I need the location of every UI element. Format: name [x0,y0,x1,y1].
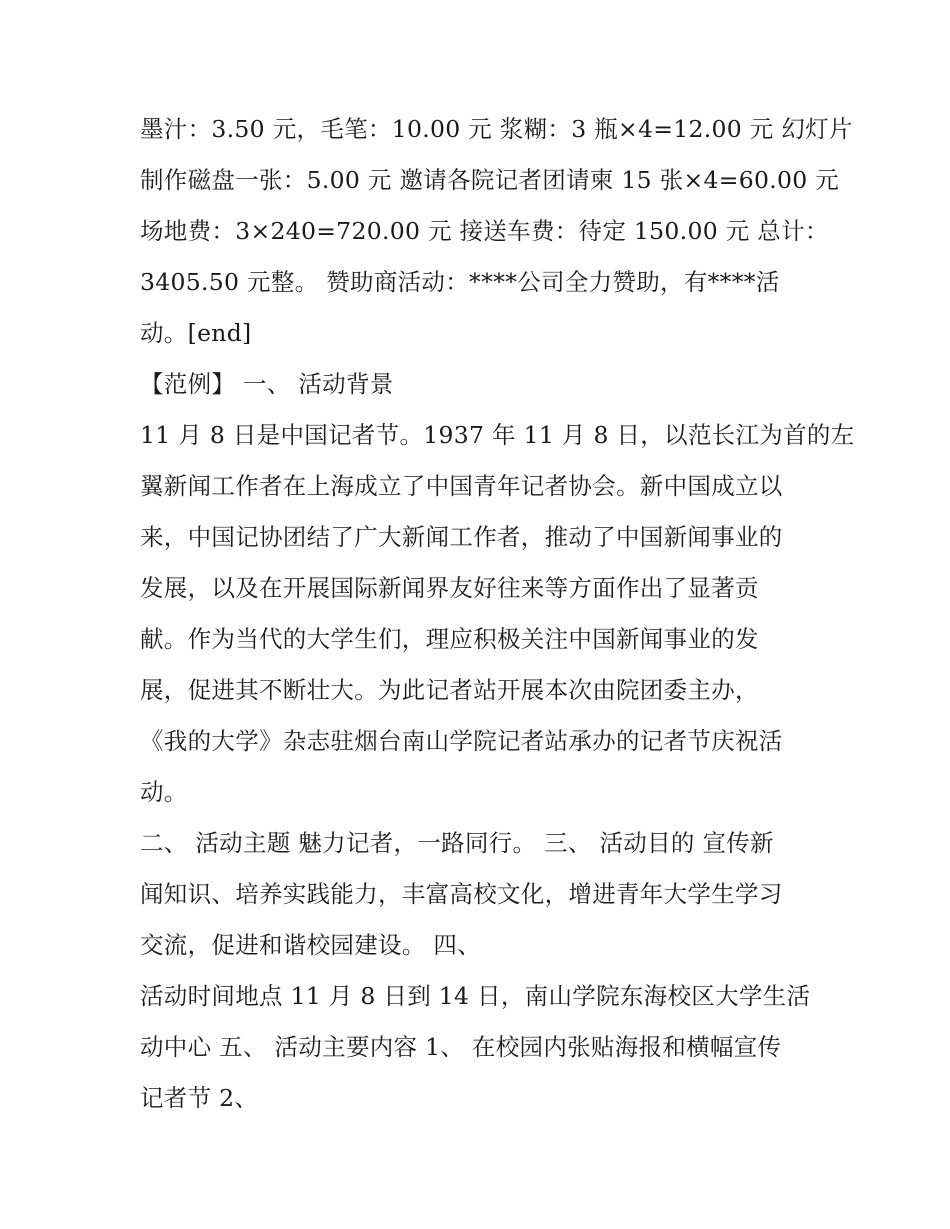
text-line: 制作磁盘一张：5.00 元 邀请各院记者团请柬 15 张×4=60.00 元 [140,166,840,194]
text-line: 动中心 五、 活动主要内容 1、 在校园内张贴海报和横幅宣传 [140,1033,782,1061]
text-line: 来，中国记协团结了广大新闻工作者，推动了中国新闻事业的 [140,523,783,551]
text-line: 展，促进其不断壮大。为此记者站开展本次由院团委主办， [140,676,759,704]
text-line: 3405.50 元整。 赞助商活动：****公司全力赞助，有****活 [140,268,780,296]
text-line: 献。作为当代的大学生们，理应积极关注中国新闻事业的发 [140,625,759,653]
text-line: 动。[end] [140,319,252,347]
text-line: 《我的大学》杂志驻烟台南山学院记者站承办的记者节庆祝活 [140,727,783,755]
text-line: 二、 活动主题 魅力记者，一路同行。 三、 活动目的 宣传新 [140,829,774,857]
section-heading: 【范例】 一、 活动背景 [140,370,394,398]
text-line: 闻知识、培养实践能力，丰富高校文化，增进青年大学生学习 [140,880,783,908]
text-line: 场地费：3×240=720.00 元 接送车费：待定 150.00 元 总计： [140,217,829,245]
text-line: 记者节 2、 [140,1084,259,1112]
text-line: 发展，以及在开展国际新闻界友好往来等方面作出了显著贡 [140,574,759,602]
text-line: 活动时间地点 11 月 8 日到 14 日，南山学院东海校区大学生活 [140,982,811,1010]
text-line: 翼新闻工作者在上海成立了中国青年记者协会。新中国成立以 [140,472,783,500]
text-line: 交流，促进和谐校园建设。 四、 [140,931,481,959]
text-line: 墨汁：3.50 元，毛笔：10.00 元 浆糊：3 瓶×4=12.00 元 幻灯片 [140,115,853,143]
text-line: 11 月 8 日是中国记者节。1937 年 11 月 8 日，以范长江为首的左 [140,421,855,449]
text-line: 动。 [140,778,188,806]
document-body [140,104,855,1124]
